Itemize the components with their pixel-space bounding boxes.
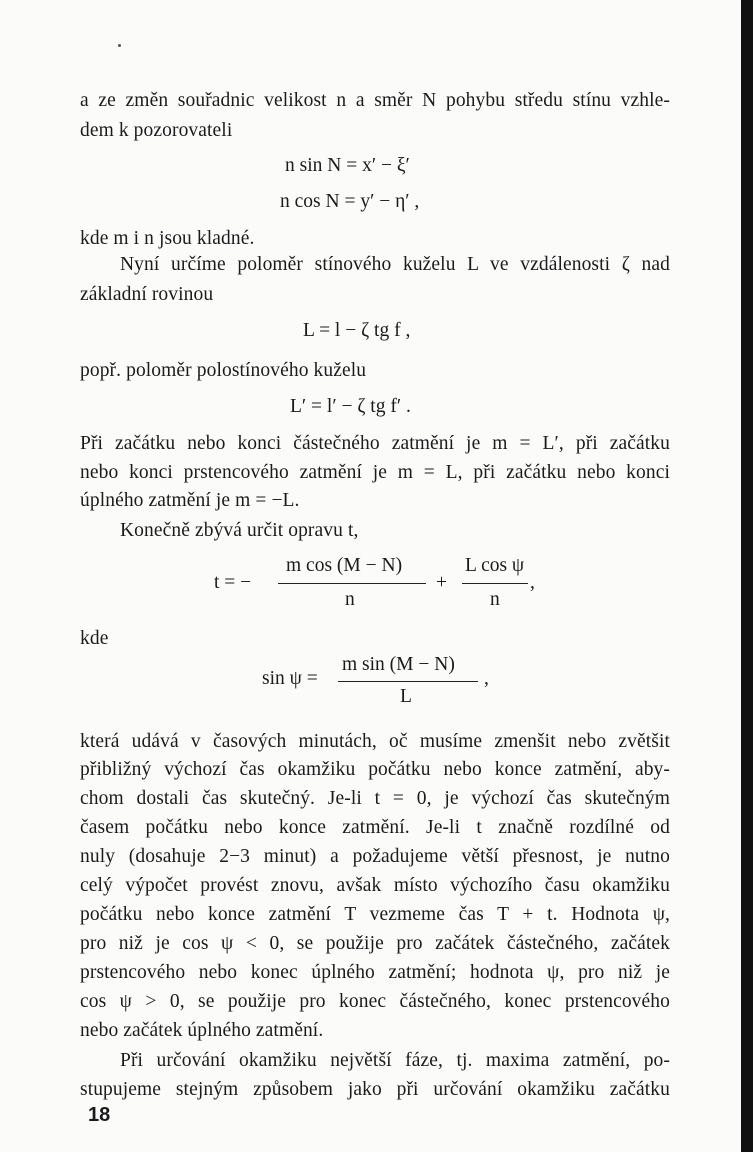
text-line: prstencového nebo konec úplného zatmění; hodnota ψ, pro niž je <box>80 962 670 983</box>
text-line: nuly (dosahuje 2−3 minut) a požadujeme větší přesnost, je nutno <box>80 846 670 867</box>
text-line: časem počátku nebo konce zatmění. Je-li t značně rozdílné od <box>80 817 670 838</box>
fraction-denominator: L <box>400 686 412 707</box>
text-line: Při začátku nebo konci částečného zatmění je m = L′, při začátku <box>80 433 670 454</box>
fraction-denominator: n <box>345 589 355 610</box>
scan-edge <box>741 0 753 1152</box>
text-line: kde <box>80 628 109 649</box>
fraction-numerator: m sin (M − N) <box>342 654 455 675</box>
text-line: a ze změn souřadnic velikost n a směr N pohybu středu stínu vzhle- <box>80 90 670 111</box>
text-line: úplného zatmění je m = −L. <box>80 490 300 511</box>
comma: , <box>530 572 535 593</box>
fraction-numerator: L cos ψ <box>465 555 525 576</box>
speck <box>118 44 121 47</box>
equation: n cos N = y′ − η′ , <box>280 191 420 212</box>
text-line: základní rovinou <box>80 284 214 305</box>
text-line: počátku nebo konce zatmění T vezmeme čas T + t. Hodnota ψ, <box>80 904 670 925</box>
text-line: nebo začátek úplného zatmění. <box>80 1020 324 1041</box>
text-line: popř. poloměr polostínového kuželu <box>80 360 367 381</box>
text-line: která udává v časových minutách, oč musíme zmenšit nebo zvětšit <box>80 731 670 752</box>
equation: n sin N = x′ − ξ′ <box>285 155 410 176</box>
text-line: dem k pozorovateli <box>80 120 233 141</box>
text-line: cos ψ > 0, se použije pro konec částečného, konec prstencového <box>80 991 670 1012</box>
text-line: celý výpočet provést znovu, avšak místo výchozího času okamžiku <box>80 875 670 896</box>
equation-lhs: t = − <box>214 572 252 593</box>
text-line: nebo konci prstencového zatmění je m = L, při začátku nebo konci <box>80 462 670 483</box>
comma: , <box>484 668 489 689</box>
equation: L = l − ζ tg f , <box>303 320 411 341</box>
text-line: Konečně zbývá určit opravu t, <box>120 520 359 541</box>
text-line: přibližný výchozí čas okamžiku počátku nebo konce zatmění, aby- <box>80 759 670 780</box>
text-line: pro niž je cos ψ < 0, se použije pro začátek částečného, začátek <box>80 933 670 954</box>
fraction-bar <box>462 583 528 584</box>
text-line: kde m i n jsou kladné. <box>80 228 255 249</box>
text-line: Při určování okamžiku největší fáze, tj. maxima zatmění, po- <box>120 1050 670 1071</box>
fraction-denominator: n <box>490 589 500 610</box>
text-line: stupujeme stejným způsobem jako při určování okamžiku začátku <box>80 1079 670 1100</box>
equation-lhs: sin ψ = <box>262 668 318 689</box>
fraction-bar <box>278 583 426 584</box>
text-line: Nyní určíme poloměr stínového kuželu L ve vzdálenosti ζ nad <box>120 254 670 275</box>
text-line: chom dostali čas skutečný. Je-li t = 0, je výchozí čas skutečným <box>80 788 670 809</box>
page-number: 18 <box>88 1104 111 1126</box>
fraction-numerator: m cos (M − N) <box>286 555 403 576</box>
plus-sign: + <box>436 572 447 593</box>
equation: L′ = l′ − ζ tg f′ . <box>290 396 411 417</box>
